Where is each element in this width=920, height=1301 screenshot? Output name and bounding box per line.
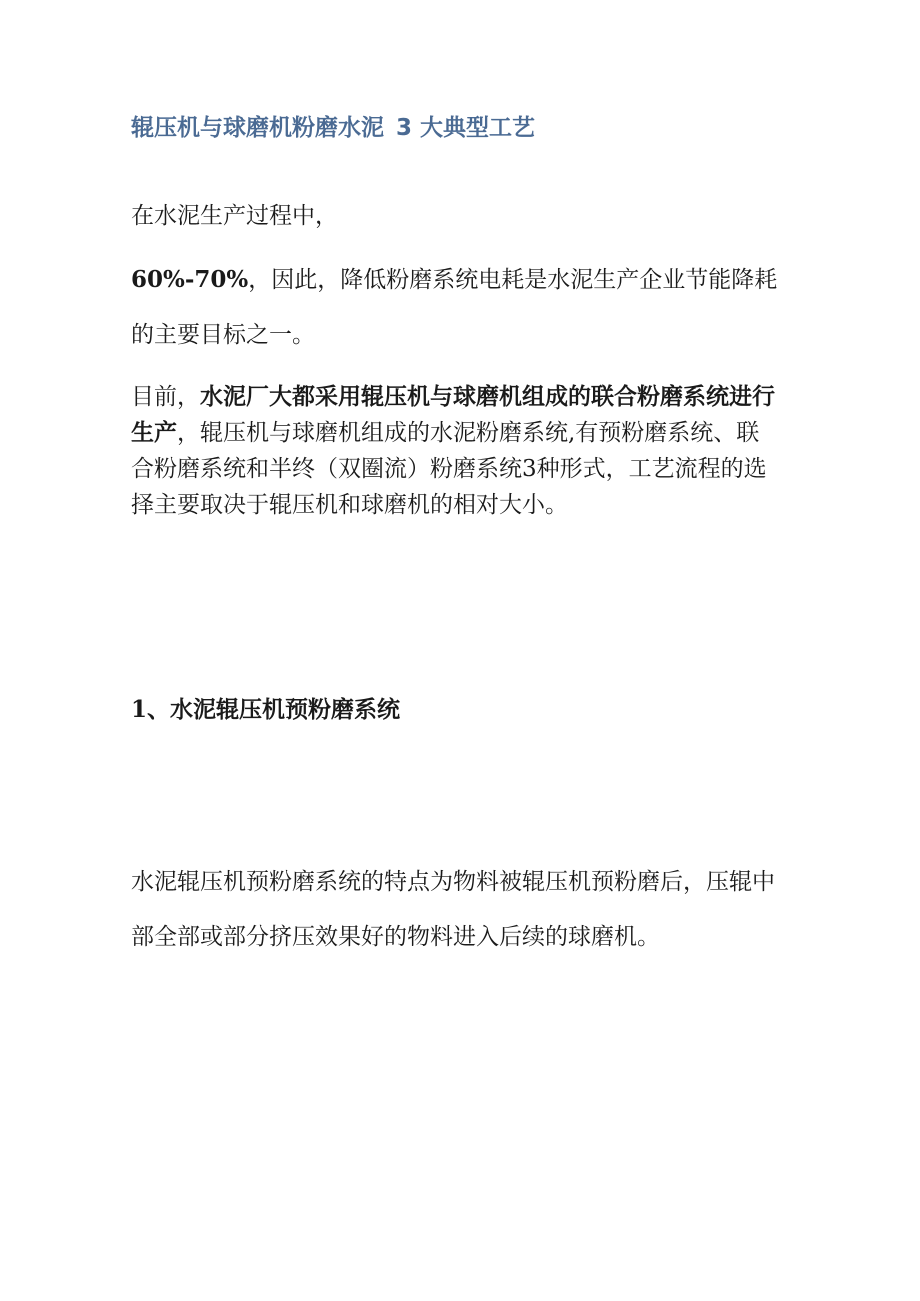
title-main: 辊压机与球磨机粉磨水泥	[131, 115, 384, 141]
intro-percentage: 60%-70%	[131, 266, 249, 293]
document-title	[131, 112, 781, 144]
section-heading: 1、水泥辊压机预粉磨系统	[131, 696, 401, 723]
intro-rest: ，因此，降低粉磨系统电耗是水泥生产企业节能降耗的主要目标之一。	[131, 267, 778, 348]
process-bold: 水泥厂大都采用辊压机与球磨机组成的联合粉磨系统进行生产	[131, 383, 775, 446]
process-paragraph	[131, 379, 781, 523]
section-body: 水泥辊压机预粉磨系统的特点为物料被辊压机预粉磨后，压辊中部全部或部分挤压效果好的物料进入后续的球磨机。	[131, 869, 775, 950]
process-lead: 目前，	[131, 384, 200, 410]
intro-paragraph	[131, 252, 781, 363]
title-sub: 3 大典型工艺	[396, 115, 536, 141]
process-rest: ，辊压机与球磨机组成的水泥粉磨系统,有预粉磨系统、联合粉磨系统和半终（双圈流）粉磨系统3种形式，工艺流程的选择主要取决于辊压机和球磨机的相对大小。	[131, 420, 767, 518]
intro-line: 在水泥生产过程中，	[131, 203, 338, 229]
